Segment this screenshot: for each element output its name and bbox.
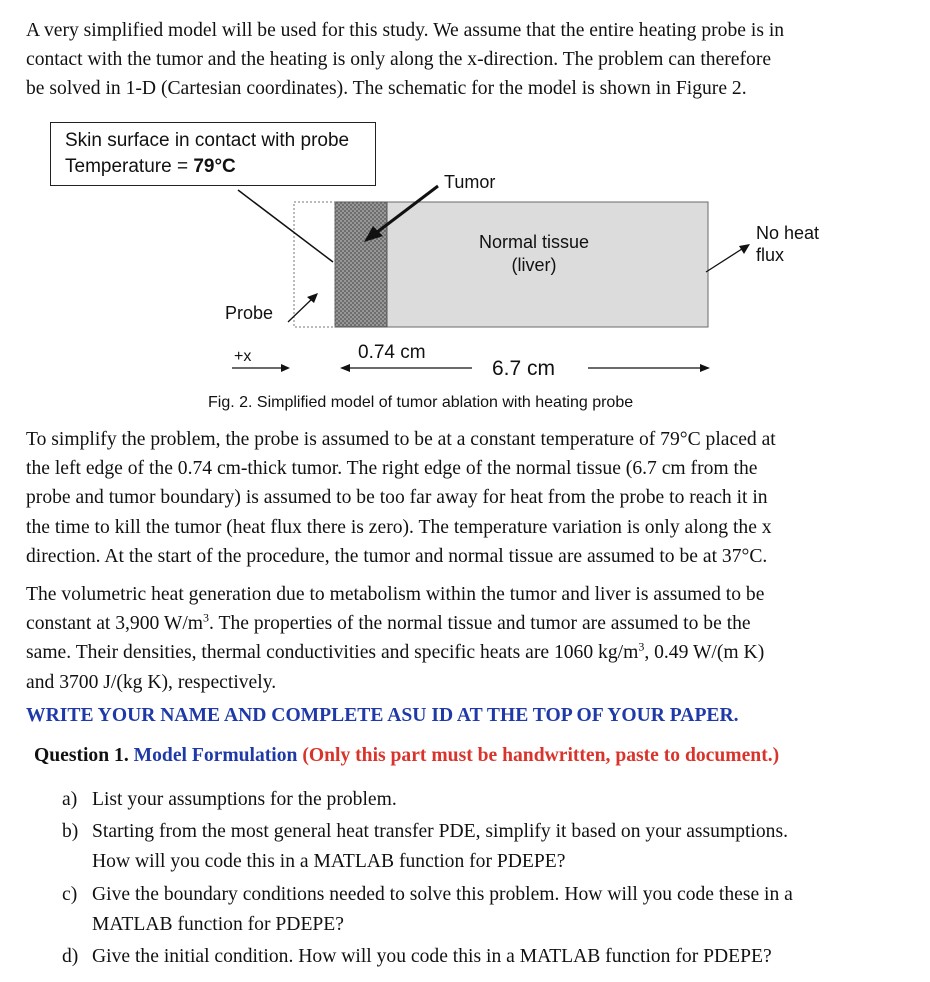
tumor-thickness-label: 0.74 cm	[358, 342, 426, 363]
callout-temperature-value: 79°C	[193, 156, 236, 177]
intro-line-2: contact with the tumor and the heating is only along the x-direction. The problem can therefore	[26, 49, 772, 71]
question-text	[92, 942, 772, 972]
x-axis-label: +x	[234, 348, 252, 365]
tissue-length-label: 6.7 cm	[492, 357, 556, 380]
no-flux-arrow-head	[739, 244, 750, 254]
intro-line-1: A very simplified model will be used for this study. We assume that the entire heating probe is in	[26, 20, 785, 41]
question-letter: b)	[62, 821, 79, 842]
question-c-line-1: Give the boundary conditions needed to solve this problem. How will you code these in a	[92, 884, 793, 905]
no-heat-flux-label	[756, 222, 819, 266]
para3-line-4: and 3700 J/(kg K), respectively.	[26, 671, 277, 693]
heat-generation-exponent: 3	[203, 610, 210, 625]
normal-tissue-label-line-1: Normal tissue	[478, 232, 590, 252]
question-text	[92, 880, 793, 940]
density-value: same. Their densities, thermal conductivities and specific heats are 1060 kg/m	[26, 642, 639, 664]
para3-line-1: The volumetric heat generation due to metabolism within the tumor and liver is assumed to be	[26, 584, 765, 605]
para3-line-3-rest: , 0.49 W/(m K)	[644, 642, 765, 664]
para2-line-3: probe and tumor boundary) is assumed to be too far away for heat from the probe to reach it in	[26, 487, 768, 509]
question-letter: d)	[62, 946, 79, 967]
question-b-line-2: How will you code this in a MATLAB function for PDEPE?	[92, 851, 566, 872]
para3-line-3	[26, 638, 906, 667]
para2-line-2: the left edge of the 0.74 cm-thick tumor. The right edge of the normal tissue (6.7 cm from the	[26, 458, 758, 480]
normal-tissue-label	[466, 231, 602, 277]
question-letter: a)	[62, 789, 78, 810]
dimension-left-head	[340, 364, 350, 372]
question-b-line-1: Starting from the most general heat transfer PDE, simplify it based on your assumptions.	[92, 821, 788, 842]
question-1-number: Question 1.	[34, 745, 129, 766]
write-name-instruction: WRITE YOUR NAME AND COMPLETE ASU ID AT THE TOP OF YOUR PAPER.	[26, 705, 739, 726]
callout-temperature-label: Temperature =	[65, 156, 194, 177]
no-heat-flux-label-line-1: No heat	[756, 223, 820, 243]
no-heat-flux-label-line-2: flux	[756, 245, 785, 265]
intro-paragraph	[26, 16, 906, 104]
question-1-note: (Only this part must be handwritten, paste to document.)	[302, 745, 780, 766]
tumor-label: Tumor	[444, 172, 496, 192]
no-flux-arrow-line	[706, 247, 745, 272]
figure-2-schematic	[0, 112, 930, 422]
para2-line-4: the time to kill the tumor (heat flux there is zero). The temperature variation is only along the x	[26, 516, 772, 538]
callout-line-2	[65, 154, 361, 180]
callout-pointer	[238, 190, 333, 262]
para3-line-2-rest: . The properties of the normal tissue and tumor are assumed to be the	[209, 613, 751, 635]
question-a-line-1: List your assumptions for the problem.	[92, 789, 397, 810]
density-exponent: 3	[638, 639, 645, 654]
question-text	[92, 785, 397, 815]
question-1-title: Model Formulation	[133, 745, 298, 766]
figure-caption: Fig. 2. Simplified model of tumor ablation with heating probe	[208, 394, 634, 411]
probe-outline	[294, 202, 335, 327]
question-1-heading	[34, 745, 779, 767]
x-axis-arrow-head	[281, 364, 290, 372]
probe-label: Probe	[225, 303, 274, 323]
question-letter: c)	[62, 884, 78, 905]
heat-generation-value: constant at 3,900 W/m	[26, 613, 204, 635]
probe-arrow-line	[288, 297, 314, 322]
question-c-line-2: MATLAB function for PDEPE?	[92, 914, 344, 935]
dimension-right-head	[700, 364, 710, 372]
question-text	[92, 817, 788, 877]
para2-line-5: direction. At the start of the procedure, the tumor and normal tissue are assumed to be at 37°C.	[26, 545, 768, 567]
intro-line-3: be solved in 1-D (Cartesian coordinates). The schematic for the model is shown in Figure 2.	[26, 78, 747, 100]
assumptions-paragraph	[26, 425, 906, 571]
skin-surface-callout	[50, 122, 376, 186]
callout-line-1: Skin surface in contact with probe	[65, 130, 350, 151]
para3-line-2	[26, 609, 906, 638]
para2-line-1: To simplify the problem, the probe is assumed to be at a constant temperature of 79°C placed at	[26, 429, 776, 450]
question-d-line-1: Give the initial condition. How will you code this in a MATLAB function for PDEPE?	[92, 946, 772, 967]
tumor-region	[335, 202, 387, 327]
normal-tissue-label-line-2: (liver)	[511, 255, 557, 275]
properties-paragraph	[26, 580, 906, 697]
